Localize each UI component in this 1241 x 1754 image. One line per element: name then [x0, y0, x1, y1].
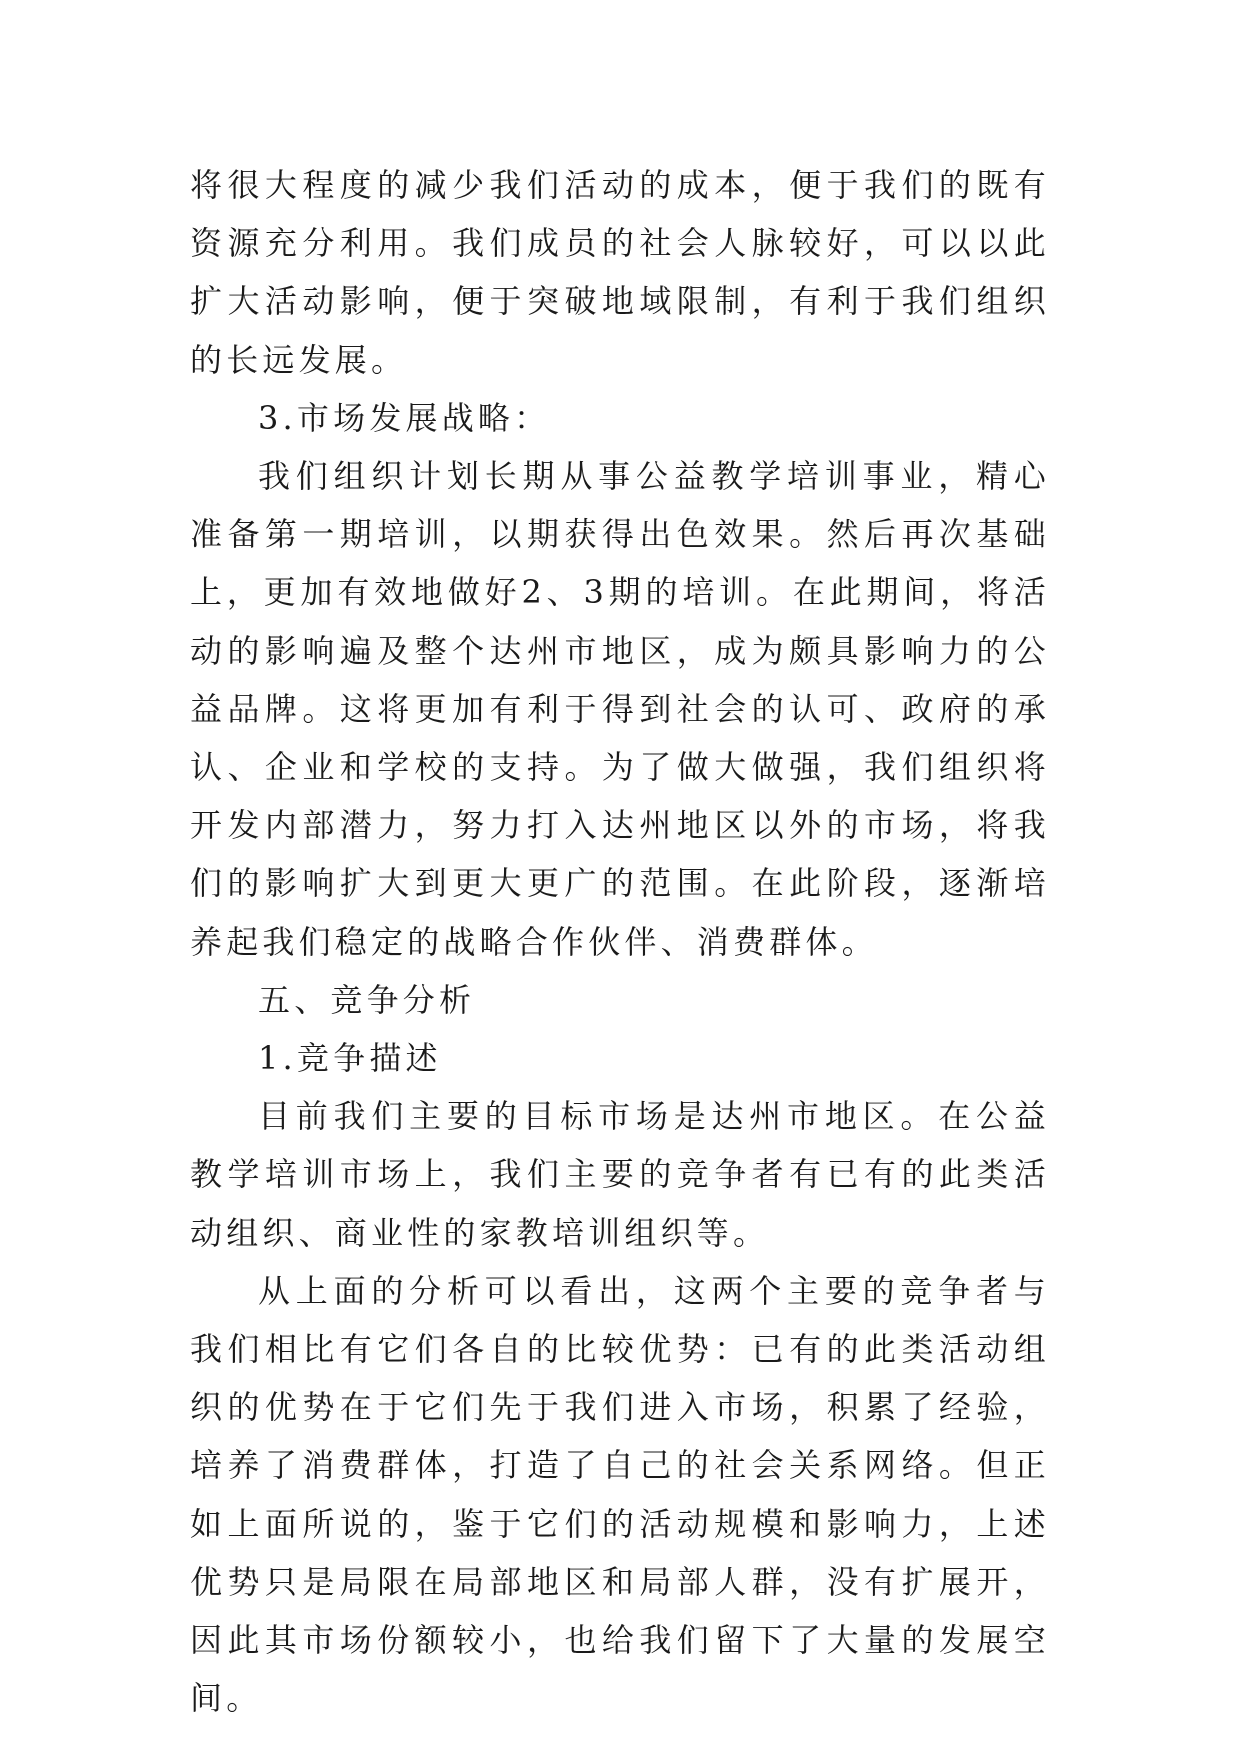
- heading-competition-analysis: 五、竞争分析: [258, 980, 476, 1019]
- paragraph-competitor-advantages: 从上面的分析可以看出，这两个主要的竞争者与我们相比有它们各自的比较优势：已有的此类活动组织的优势在于它们先于我们进入市场，积累了经验，培养了消费群体，打造了自己的社会关系网络。但正如上面所说的，鉴于它们的活动规模和影响力，上述优势只是局限在局部地区和局部人群，没有扩展开，因此其市场份额较小，也给我们留下了大量的发展空间。: [190, 1271, 1050, 1718]
- document-body: [190, 156, 1050, 1727]
- paragraph-continuation: 将很大程度的减少我们活动的成本，便于我们的既有资源充分利用。我们成员的社会人脉较好，可以以此扩大活动影响，便于突破地域限制，有利于我们组织的长远发展。: [190, 166, 1050, 379]
- paragraph-target-market: 目前我们主要的目标市场是达州市地区。在公益教学培训市场上，我们主要的竞争者有已有的此类活动组织、商业性的家教培训组织等。: [190, 1097, 1050, 1252]
- paragraph-market-strategy: 我们组织计划长期从事公益教学培训事业，精心准备第一期培训，以期获得出色效果。然后再次基础上，更加有效地做好2、3期的培训。在此期间，将活动的影响遍及整个达州市地区，成为颇具影响力的公益品牌。这将更加有利于得到社会的认可、政府的承认、企业和学校的支持。为了做大做强，我们组织将开发内部潜力，努力打入达州地区以外的市场，将我们的影响扩大到更大更广的范围。在此阶段，逐渐培养起我们稳定的战略合作伙伴、消费群体。: [190, 457, 1050, 961]
- heading-competition-description: 1.竞争描述: [258, 1039, 442, 1078]
- heading-market-strategy: 3.市场发展战略：: [258, 398, 551, 437]
